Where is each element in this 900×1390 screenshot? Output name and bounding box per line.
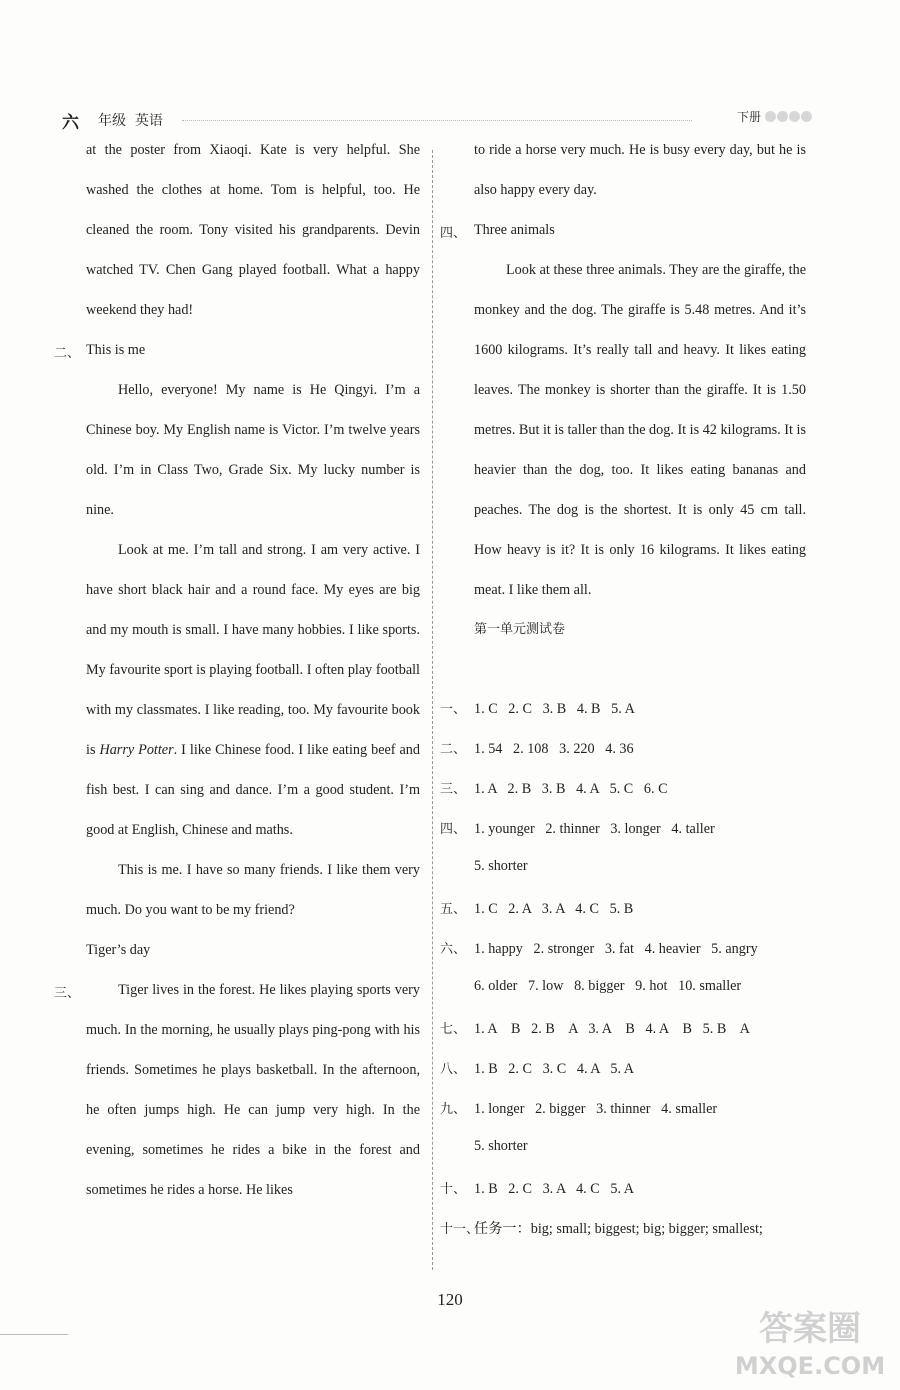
answer-text: 任务一：big; small; biggest; big; bigger; smallest; [474,1221,763,1237]
answer-line [440,1098,717,1118]
right-column [474,130,806,650]
answer-number: 十、 [440,1182,467,1197]
answer-line [440,938,758,958]
answer-number: 四、 [440,822,467,837]
paragraph: Look at me. I’m tall and strong. I am very active. I have short black hair and a round face. My eyes are big and my mouth is small. I have many hobbies. I like sports. My favourite sport is playing football. I often play football with my classmates. I like reading, too. My favourite book is Harry Potter. I like Chinese food. I like eating beef and fish best. I can sing and dance. I’m a good student. I’m good at English, Chinese and maths. [86,542,420,838]
answer-text: 1. A 2. B 3. B 4. A 5. C 6. C [474,781,668,797]
section-marker: 二、 [54,346,81,361]
section-title: This is me [86,342,146,358]
answer-text: 1. A B 2. B A 3. A B 4. A B 5. B A [474,1021,750,1037]
answer-text: 1. longer 2. bigger 3. thinner 4. smaller [474,1101,718,1117]
answer-text: 1. 54 2. 108 3. 220 4. 36 [474,741,634,757]
paragraph: to ride a horse very much. He is busy every day, but he is also happy every day. [474,142,806,198]
answer-line [440,738,634,758]
watermark-logo [730,1300,890,1380]
answer-number: 八、 [440,1062,467,1077]
answer-line [440,1178,634,1198]
answer-number: 一、 [440,702,467,717]
section-title: Tiger’s day [86,942,151,958]
section-title: Three animals [474,222,555,238]
decorative-dots-icon [765,111,812,122]
answer-number: 五、 [440,902,467,917]
answer-line [440,1218,763,1238]
answer-line [440,1018,750,1038]
answer-number: 六、 [440,942,467,957]
paragraph: at the poster from Xiaoqi. Kate is very helpful. She washed the clothes at home. Tom is helpful, too. He cleaned the room. Tony visited his grandparents. Devin watched TV. Chen Gang played football. What a happy weekend they had! [86,142,420,318]
answer-text: 5. shorter [474,1138,528,1154]
answer-line [440,858,528,875]
answer-text: 1. happy 2. stronger 3. fat 4. heavier 5. angry [474,941,758,957]
answer-line [440,1138,528,1155]
answer-text: 1. younger 2. thinner 3. longer 4. taller [474,821,715,837]
paragraph: Look at these three animals. They are the giraffe, the monkey and the dog. The giraffe is 5.48 metres. And it’s 1600 kilograms. It’s really tall and heavy. It likes eating leaves. The monkey is shorter than the giraffe. It is 1.50 metres. But it is taller than the dog. It is 42 kilograms. It is heavier than the dog, too. It likes eating bananas and peaches. The dog is the shortest. It is only 45 cm tall. How heavy is it? It is only 16 kilograms. It likes eating meat. I like them all. [474,262,806,598]
answer-text: 6. older 7. low 8. bigger 9. hot 10. smaller [474,978,742,994]
book-title: Harry Potter [99,742,174,758]
answer-text: 5. shorter [474,858,528,874]
watermark-text: 答案圈 [759,1309,861,1349]
section-marker: 四、 [440,226,467,241]
answer-text: 1. C 2. C 3. B 4. B 5. A [474,701,635,717]
paragraph: This is me. I have so many friends. I like them very much. Do you want to be my friend? [86,862,420,918]
grade-subject: 年级 英语 [98,113,163,129]
answer-line [440,818,715,838]
answer-line [440,778,668,798]
answer-number: 二、 [440,742,467,757]
answer-number: 三、 [440,782,467,797]
section-marker: 三、 [54,986,81,1001]
answer-text: 1. C 2. A 3. A 4. C 5. B [474,901,634,917]
answer-text: 1. B 2. C 3. C 4. A 5. A [474,1061,635,1077]
answer-number: 九、 [440,1102,467,1117]
answer-text: 1. B 2. C 3. A 4. C 5. A [474,1181,635,1197]
test-title: 第一单元测试卷 [474,622,566,637]
answer-line [440,898,633,918]
watermark-url: MXQE.COM [734,1352,886,1380]
answer-line [440,698,635,718]
paragraph: Tiger lives in the forest. He likes playing sports very much. In the morning, he usually plays ping-pong with his friends. Sometimes he plays basketball. In the afternoon, he often jumps high. He can jump very high. In the evening, sometimes he rides a bike in the forest and sometimes he rides a horse. He likes [86,982,420,1198]
grade: 六 [62,113,79,133]
column-divider [432,150,433,1270]
answer-number: 十一、 [440,1222,480,1237]
header-rule [182,120,692,121]
paragraph: Hello, everyone! My name is He Qingyi. I’m a Chinese boy. My English name is Victor. I’m twelve years old. I’m in Class Two, Grade Six. My lucky number is nine. [86,382,420,518]
left-column [86,130,420,1210]
page-number: 120 [437,1290,463,1309]
footer-rule [0,1334,68,1335]
answer-line [440,1058,634,1078]
volume-label: 下册 [737,108,812,125]
answer-line [440,978,741,995]
answer-number: 七、 [440,1022,467,1037]
